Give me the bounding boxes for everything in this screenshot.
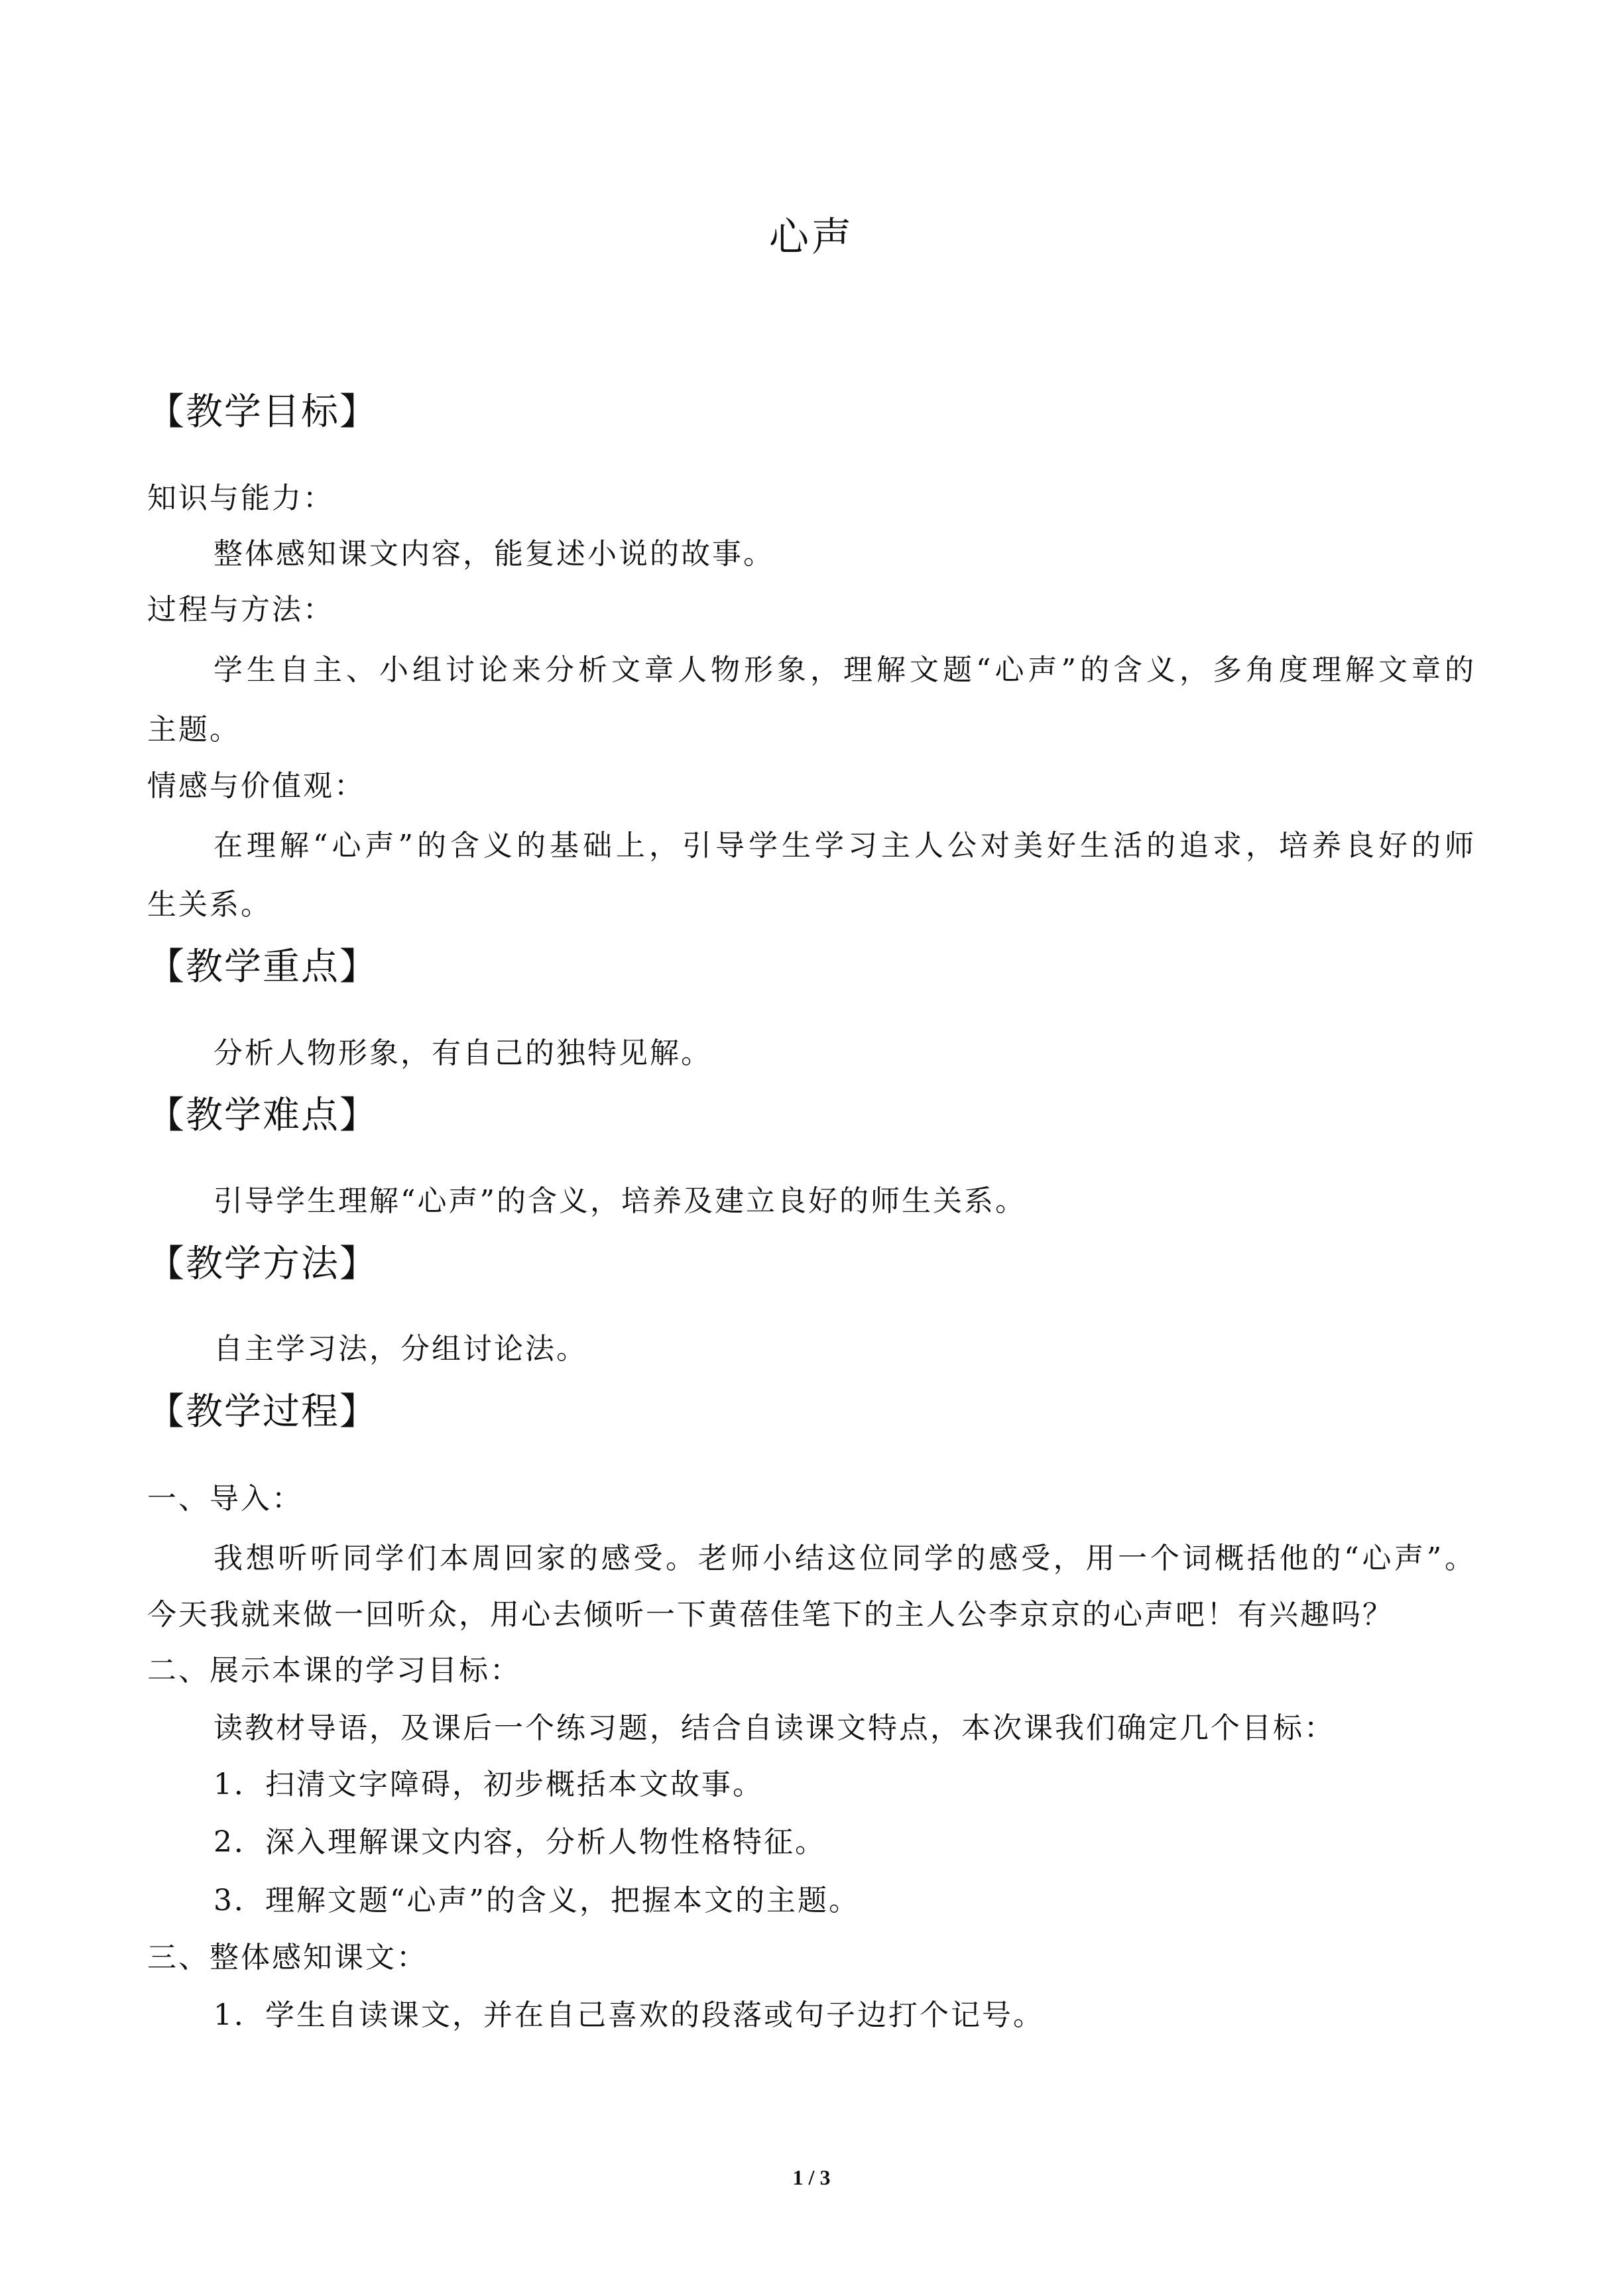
objective-item-1: 1．扫清文字障碍，初步概括本文故事。 bbox=[213, 1768, 764, 1801]
text-emotion-2: 生关系。 bbox=[147, 888, 272, 922]
label-emotion: 情感与价值观： bbox=[147, 769, 365, 803]
text-knowledge: 整体感知课文内容，能复述小说的故事。 bbox=[213, 537, 774, 571]
objective-item-2: 2．深入理解课文内容，分析人物性格特征。 bbox=[213, 1825, 826, 1859]
label-intro: 一、导入： bbox=[147, 1482, 303, 1516]
text-intro-2: 今天我就来做一回听众，用心去倾听一下黄蓓佳笔下的主人公李京京的心声吧！有兴趣吗？ bbox=[147, 1598, 1394, 1632]
text-difficulties: 引导学生理解“心声”的含义，培养及建立良好的师生关系。 bbox=[213, 1184, 1026, 1218]
text-process-2: 主题。 bbox=[147, 713, 241, 747]
overview-item-1: 1．学生自读课文，并在自己喜欢的段落或句子边打个记号。 bbox=[213, 1998, 1044, 2032]
text-methods: 自主学习法，分组讨论法。 bbox=[213, 1332, 587, 1366]
text-key-points: 分析人物形象，有自己的独特见解。 bbox=[213, 1036, 712, 1070]
text-emotion-1: 在理解“心声”的含义的基础上，引导学生学习主人公对美好生活的追求，培养良好的师 bbox=[213, 829, 1476, 863]
label-objectives: 二、展示本课的学习目标： bbox=[147, 1654, 521, 1687]
label-process: 过程与方法： bbox=[147, 593, 334, 627]
heading-key-points: 【教学重点】 bbox=[147, 945, 378, 989]
objective-item-3: 3．理解文题“心声”的含义，把握本文的主题。 bbox=[213, 1884, 860, 1917]
heading-difficulties: 【教学难点】 bbox=[147, 1094, 378, 1137]
page-number: 1 / 3 bbox=[792, 2165, 831, 2189]
heading-methods: 【教学方法】 bbox=[147, 1242, 378, 1286]
page-title: 心声 bbox=[769, 214, 854, 261]
text-objectives: 读教材导语，及课后一个练习题，结合自读课文特点，本次课我们确定几个目标： bbox=[213, 1711, 1335, 1745]
text-intro-1: 我想听听同学们本周回家的感受。老师小结这位同学的感受，用一个词概括他的“心声”。 bbox=[213, 1541, 1476, 1575]
label-overview: 三、整体感知课文： bbox=[147, 1941, 428, 1974]
heading-procedure: 【教学过程】 bbox=[147, 1390, 378, 1433]
text-process-1: 学生自主、小组讨论来分析文章人物形象，理解文题“心声”的含义，多角度理解文章的 bbox=[213, 653, 1476, 687]
label-knowledge: 知识与能力： bbox=[147, 481, 334, 515]
heading-teaching-goals: 【教学目标】 bbox=[147, 391, 378, 434]
